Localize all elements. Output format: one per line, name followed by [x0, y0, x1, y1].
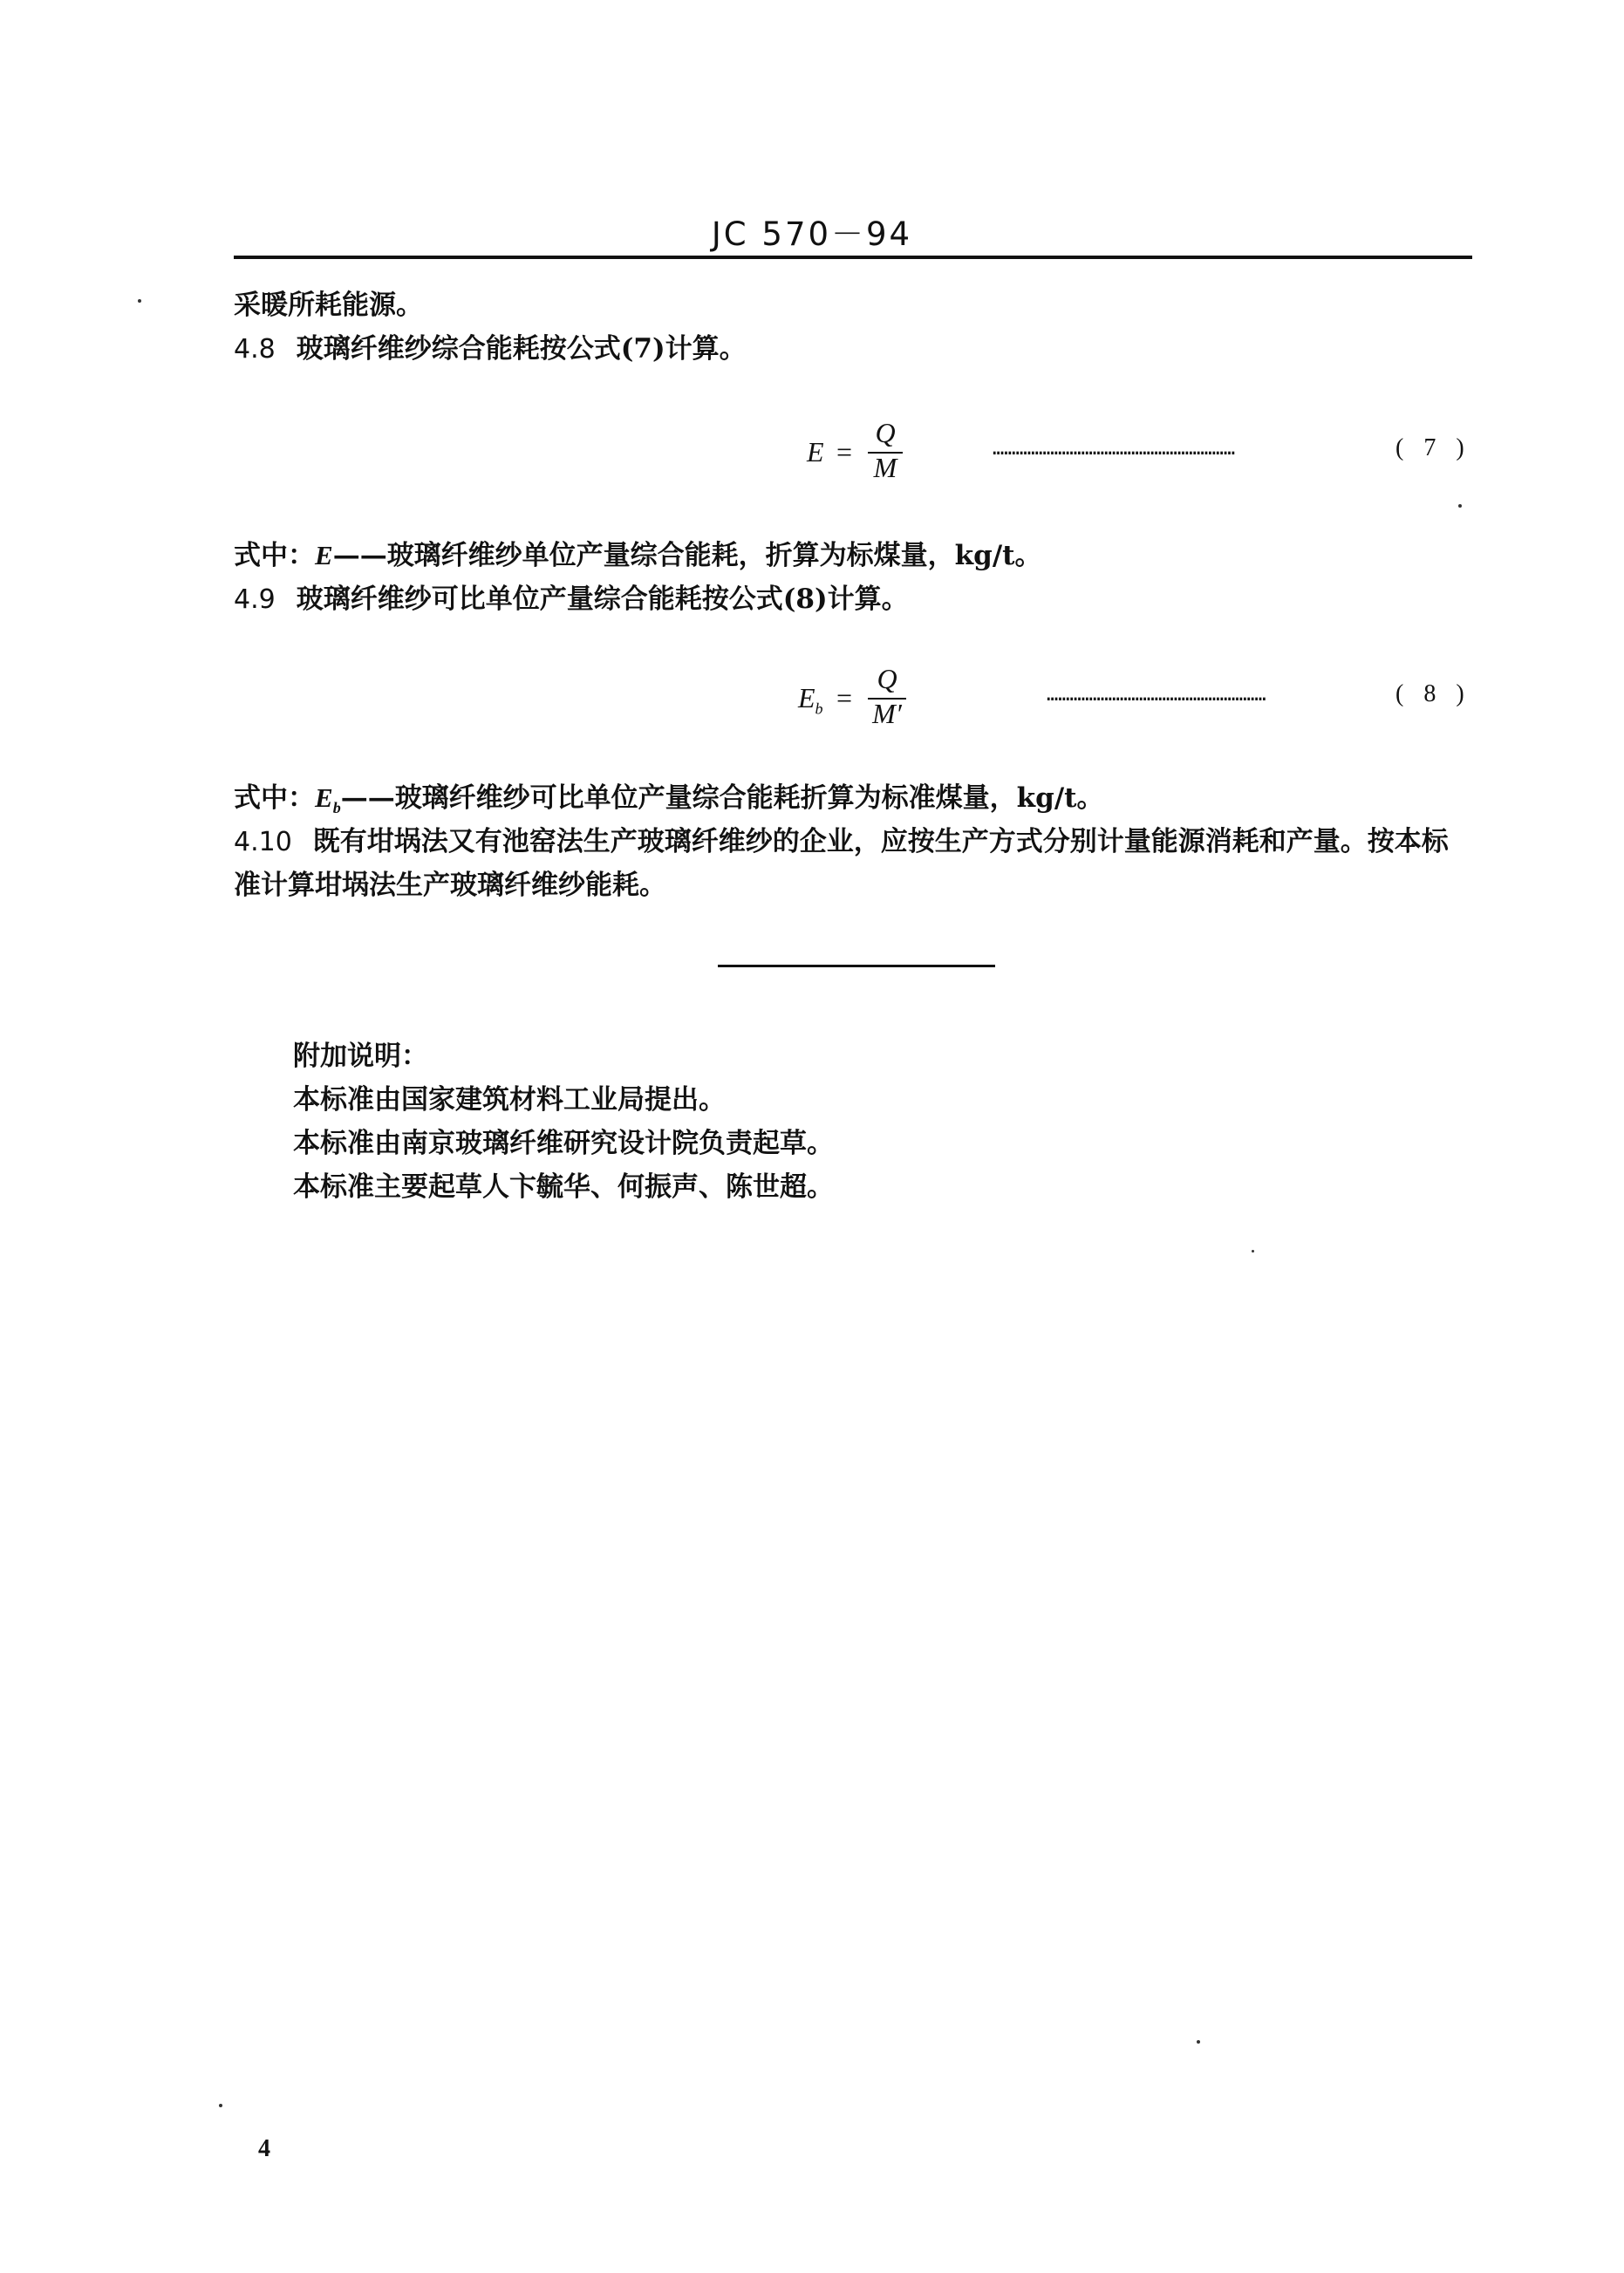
section-4-10-continued: 准计算坩埚法生产玻璃纤维纱能耗。: [234, 870, 666, 901]
numerator: Q: [875, 417, 896, 448]
paragraph-continuation: 采暖所耗能源。: [234, 290, 423, 321]
section-number: 4.10: [234, 827, 292, 857]
where-text: ——玻璃纤维纱单位产量综合能耗，折算为标煤量，kg/t。: [332, 540, 1042, 571]
where-clause-8: [234, 781, 1103, 825]
section-text: 玻璃纤维纱可比单位产量综合能耗按公式(8)计算。: [296, 584, 909, 615]
formula-8: [798, 663, 920, 733]
where-prefix: 式中：: [234, 782, 315, 814]
leader-dots: ………………………………………………………: [993, 438, 1236, 460]
denominator: M′: [872, 698, 902, 729]
numerator: Q: [877, 663, 897, 694]
equation-number: ( 7 ): [1395, 434, 1471, 461]
section-4-9: [234, 582, 909, 618]
scan-speck: [1458, 504, 1462, 508]
section-4-8: [234, 331, 747, 367]
page-number: 4: [258, 2135, 270, 2162]
scan-speck: [1197, 2040, 1200, 2044]
leader-dots: …………………………………………………: [1047, 684, 1266, 706]
formula-lhs: $E_b$: [798, 682, 823, 718]
notes-line: 本标准由南京玻璃纤维研究设计院负责起草。: [293, 1128, 834, 1159]
symbol: E: [315, 540, 333, 570]
equation-number: ( 8 ): [1395, 680, 1471, 707]
notes-line: 本标准主要起草人卞毓华、何振声、陈世超。: [293, 1171, 834, 1203]
formula-7: [807, 417, 911, 487]
equals-sign: =: [836, 436, 853, 468]
scan-speck: [219, 2104, 222, 2107]
section-4-10: [234, 824, 1449, 860]
equals-sign: =: [836, 682, 853, 713]
scan-speck: [138, 299, 141, 303]
separator-rule: [718, 965, 995, 967]
document-code: JC 570－94: [711, 215, 913, 253]
where-text: ——玻璃纤维纱可比单位产量综合能耗折算为标准煤量，kg/t。: [340, 782, 1104, 814]
section-number: 4.9: [234, 584, 276, 615]
notes-title: 附加说明：: [293, 1041, 428, 1072]
where-clause-7: [234, 538, 1041, 573]
symbol: $E_b$: [315, 782, 341, 817]
section-text: 既有坩埚法又有池窑法生产玻璃纤维纱的企业，应按生产方式分别计量能源消耗和产量。按本标: [312, 826, 1449, 857]
section-text: 玻璃纤维纱综合能耗按公式(7)计算。: [296, 333, 747, 365]
where-prefix: 式中：: [234, 540, 315, 571]
notes-line: 本标准由国家建筑材料工业局提出。: [293, 1084, 726, 1116]
formula-lhs: E: [807, 436, 824, 468]
scan-speck: [1252, 1250, 1254, 1253]
section-number: 4.8: [234, 334, 276, 365]
header-rule: [234, 256, 1472, 259]
denominator: M: [873, 452, 897, 483]
